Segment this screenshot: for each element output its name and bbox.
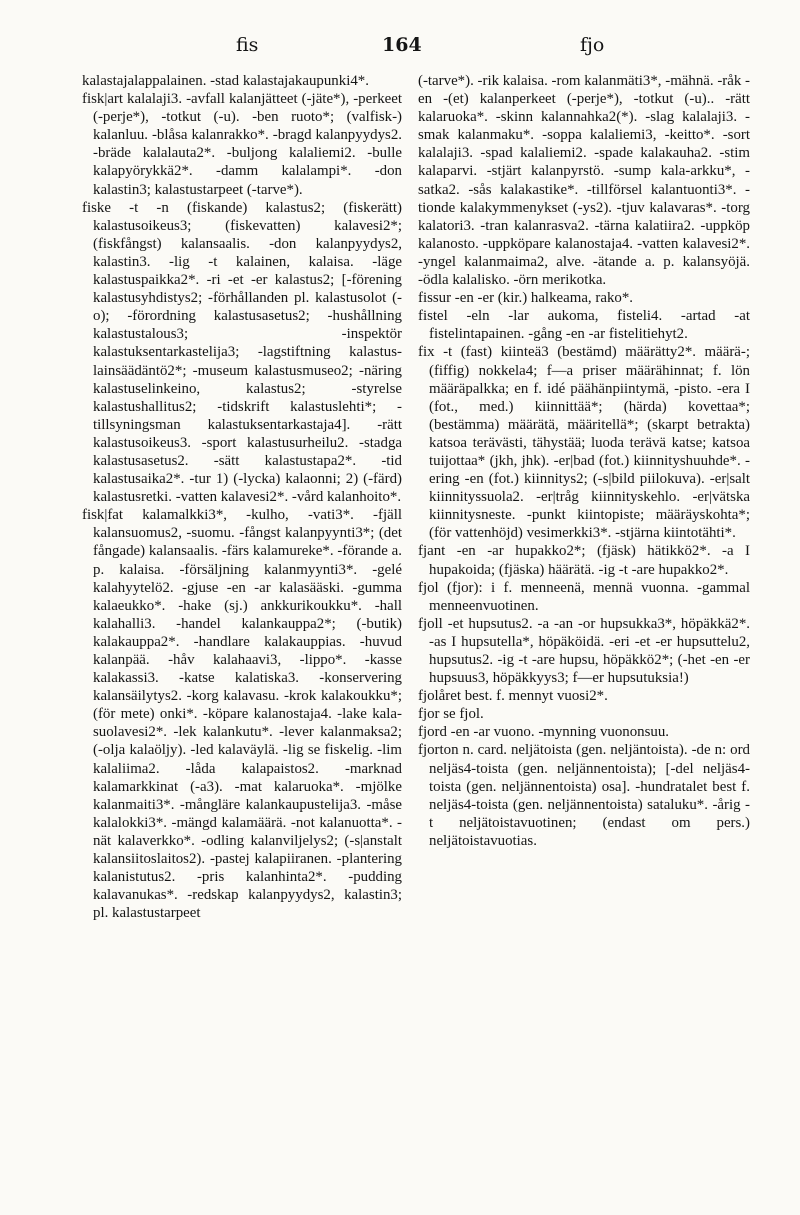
dictionary-entry: fisk|fat kalamalkki3*, -kulho, -vati3*. -fjäll kalansuomus2, -suomu. -fångst kalanpyynti3*; (det fångade) kalansaalis. -färs kalamureke*. -förande a. p. kalaisa. -försäljning kalanmyynti3*. -gelé kalahyytelö2. -gjuse -en -ar kalasääski. -gumma kalaeukko*. -hake (sj.) ankkurikoukku*. -hall kalahalli3. -handel kalankauppa2*; (-butik) kalakauppa2*. -handlare kalakauppias. -huvud kalanpää. -håv kalahaavi3, -lippo*. -kasse kalakassi3. -katse kalatiska3. -konservering kalansäilytys2. -korg kalavasu. -krok kalakoukku*; (för mete) onki*. -köpare kalanostaja4. -lake kala-suolavesi2*. -lek kalankutu*. -lever kalanmaksa2; (-olja kalaöljy). -led kalaväylä. -lig se fiskelig. -lim kalaliima2. -låda kalapaistos2. -marknad kalamarkkinat (-a3). -mat kalaruoka*. -mjölke kalanmaiti3*. -mångläre kalankaupustelija3. -måse kalalokki3*. -mängd kalamäärä. -not kalanuotta*. -nät kalaverkko*. -odling kalanviljelys2; (-s|anstalt kalansiitoslaitos2). -pastej kalapiiranen. -plantering kalanistutus2. -pris kalanhinta2*. -pudding kalavanukas*. -redskap kalanpyydys2, kalastin3; pl. kalastustarpeet [82, 507, 402, 922]
dictionary-entry: fjant -en -ar hupakko2*; (fjäsk) hätikkö2*. -a I hupakoida; (fjäska) häärätä. -ig -t -are hupakko2*. [418, 543, 750, 578]
dictionary-entry: fistel -eln -lar aukoma, fisteli4. -artad -at fistelintapainen. -gång -en -ar fistelitiehyt2. [418, 308, 750, 343]
dictionary-entry: fissur -en -er (kir.) halkeama, rako*. [418, 290, 633, 307]
dictionary-entry: fjor se fjol. [418, 706, 484, 723]
guide-word-left: fis [236, 34, 259, 56]
dictionary-entry: (-tarve*). -rik kalaisa. -rom kalanmäti3*, -mähnä. -råk -en -(et) kalanperkeet (-perje*), -totkut (-u).. -rätt kalaruoka*. -skinn kalannahka2(*). -slag kalalaji3. -smak kalanmaku*. -soppa kalaliemi3, -keitto*. -sort kalalaji3. -spad kalaliemi2. -spade kalakauha2. -stim kalaparvi. -stjärt kalanpyrstö. -sump kala-arkku*, -satka2. -sås kalakastike*. -tillförsel kalantuonti3*. -tionde kalakymmenykset (-ys2). -tjuv kalavaras*. -torg kalatori3. -tran kalanrasva2. -tärna kalatiira2. -uppköp kalanosto. -uppköpare kalanostaja4. -vatten kalavesi2*. -yngel kalanmaima2, alve. -ätande a. p. kalansyöjä. -ödla kalalisko. -örn merikotka. [418, 73, 751, 289]
dictionary-entry: fjoll -et hupsutus2. -a -an -or hupsukka3*, höpäkkä2*. -as I hupsutella*, höpäköidä. -eri -et -er hupsuttelu2, hupsutus2. -ig -t -are hupsu, höpäkkö2*; (-het -en -er hupsuus3, höpäkkyys3; f—er hupsutuksia!) [418, 615, 750, 687]
dictionary-entry: fisk|art kalalaji3. -avfall kalanjätteet (-jäte*), -perkeet (-perje*), -totkut (-u). -ben ruoto*; (valfisk-) kalanluu. -blåsa kalanrakko*. -bragd kalanpyydys2. -bräde kalalauta2*. -buljong kalaliemi2. -bulle kalapyörykkä2*. -damm kalalampi*. -don kalastin3; kalastustarpeet (-tarve*). [82, 91, 402, 198]
dictionary-entry: fjord -en -ar vuono. -mynning vuononsuu. [418, 724, 670, 741]
left-column [82, 72, 402, 922]
page-header [0, 34, 800, 64]
dictionary-entry: fix -t (fast) kiinteä3 (bestämd) määrätty2*. määrä-; (fiffig) nokkela4; f—a priser määrähinnat; f. lön määräpalkka; en f. idé päähänpiintymä, -pisto. -era I (fot., med.) kiinnittää*; (härda) kovettaa*; (bestämma) määrätä, määritellä*; (skarpt betrakta) katsoa terävästi, tähystää; luoda terävä katse; katsoa tuijottaa* (jkh, jhk). -er|bad (fot.) kiinnityshuuhde*. -ering -en (fot.) kiinnitys2; (-s|bild piilokuva). -er|salt kiinnityssuola2. -er|tråg kiinnityskehlo. -er|vätska kiinnitysneste. -punkt kiintopiste; määräyskohta*; (för vattenhöjd) vesimerkki3*. -stjärna kiintotähti*. [418, 344, 750, 542]
right-column [418, 72, 750, 850]
dictionary-entry: fiske -t -n (fiskande) kalastus2; (fiskerätt) kalastusoikeus3; (fiskevatten) kalavesi2*; (fiskfångst) kalansaalis. -don kalanpyydys2, kalastin3. -lig -t kalainen, kalaisa. -läge kalastuspaikka2*. -ri -et -er kalastus2; [-förening kalastusyhdistys2; -förhållanden pl. kalastusolot (-o); -förordning kalastusasetus2; -hushållning kalastustalous3; -inspektör kalastuksentarkastelija3; -lagstiftning kalastus-lainsäädäntö2*; -museum kalastusmuseo2; -näring kalastuselinkeino, kalastus2; -styrelse kalastushallitus2; -tidskrift kalastuslehti*; -tillsyningsman kalastuksentarkastaja4]. -rätt kalastusoikeus3. -sport kalastusurheilu2. -stadga kalastusasetus2. -sätt kalastustapa2*. -tid kalastusaika2*. -tur 1) (-lycka) kalaonni; 2) (-färd) kalastusretki. -vatten kalavesi2*. -vård kalanhoito*. [82, 199, 402, 506]
page-number: 164 [382, 34, 422, 56]
guide-word-right: fjo [580, 34, 605, 56]
dictionary-entry: fjorton n. card. neljätoista (gen. neljäntoista). -de n: ord neljäs4-toista (gen. neljännentoista); [-del neljäs4-toista (gen. neljännentoista) osa]. -hundratalet best f. neljäs4-toista (gen. neljännentoista) sataluku*. -årig -t neljätoistavuotinen; (endast om pers.) neljätoistavuotias. [418, 742, 750, 849]
dictionary-entry: fjolåret best. f. mennyt vuosi2*. [418, 688, 608, 705]
dictionary-entry: fjol (fjor): i f. menneenä, mennä vuonna. -gammal menneenvuotinen. [418, 579, 750, 614]
dictionary-entry: kalastajalappalainen. -stad kalastajakaupunki4*. [82, 73, 369, 89]
